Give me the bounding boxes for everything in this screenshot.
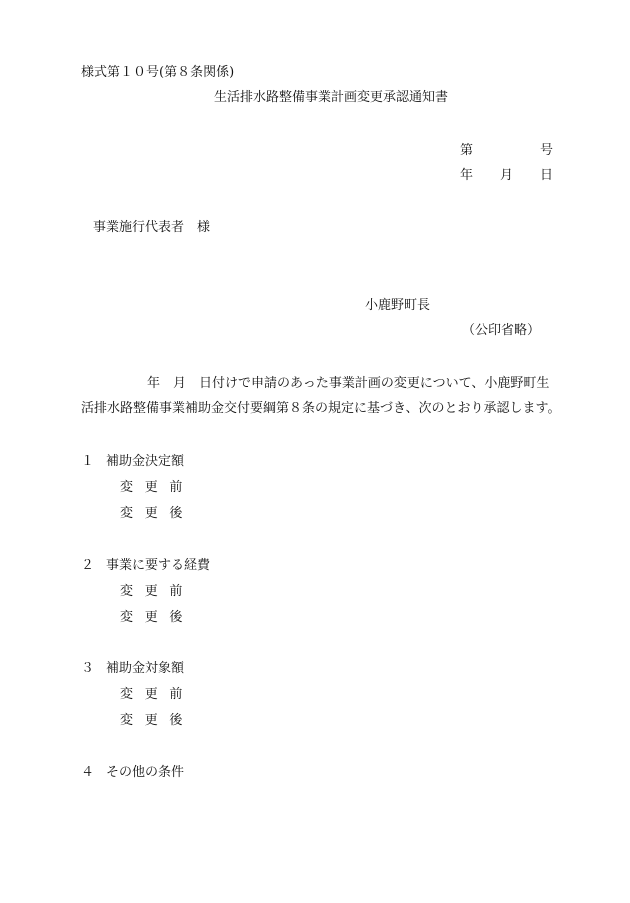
item-2-title: 事業に要する経費 bbox=[106, 558, 211, 573]
item-2-after: 変更後 bbox=[120, 610, 195, 625]
item-4-number: ４ bbox=[81, 765, 95, 780]
doc-number-suffix: 号 bbox=[540, 143, 554, 158]
item-2-number: ２ bbox=[81, 558, 95, 573]
addressee: 事業施行代表者 様 bbox=[93, 220, 211, 235]
date-month: 月 bbox=[500, 168, 514, 183]
body-line-2: 活排水路整備事業補助金交付要綱第８条の規定に基づき、次のとおり承認します。 bbox=[81, 401, 561, 416]
document-title: 生活排水路整備事業計画変更承認通知書 bbox=[214, 90, 449, 105]
issuer-name: 小鹿野町長 bbox=[365, 298, 431, 313]
date-year: 年 bbox=[460, 168, 474, 183]
doc-number-prefix: 第 bbox=[460, 143, 474, 158]
item-3-after: 変更後 bbox=[120, 713, 195, 728]
seal-note: （公印省略） bbox=[462, 323, 541, 338]
item-1-before: 変更前 bbox=[120, 480, 195, 495]
item-1-after: 変更後 bbox=[120, 506, 195, 521]
item-3-number: ３ bbox=[81, 661, 95, 676]
item-1-number: １ bbox=[81, 454, 95, 469]
item-2-before: 変更前 bbox=[120, 584, 195, 599]
item-3-before: 変更前 bbox=[120, 687, 195, 702]
form-number: 様式第１０号(第８条関係) bbox=[81, 65, 235, 80]
item-1-title: 補助金決定額 bbox=[106, 454, 185, 469]
item-4-title: その他の条件 bbox=[106, 765, 185, 780]
item-3-title: 補助金対象額 bbox=[106, 661, 185, 676]
body-line-1: 年 月 日付けで申請のあった事業計画の変更について、小鹿野町生 bbox=[147, 376, 550, 391]
date-day: 日 bbox=[540, 168, 554, 183]
